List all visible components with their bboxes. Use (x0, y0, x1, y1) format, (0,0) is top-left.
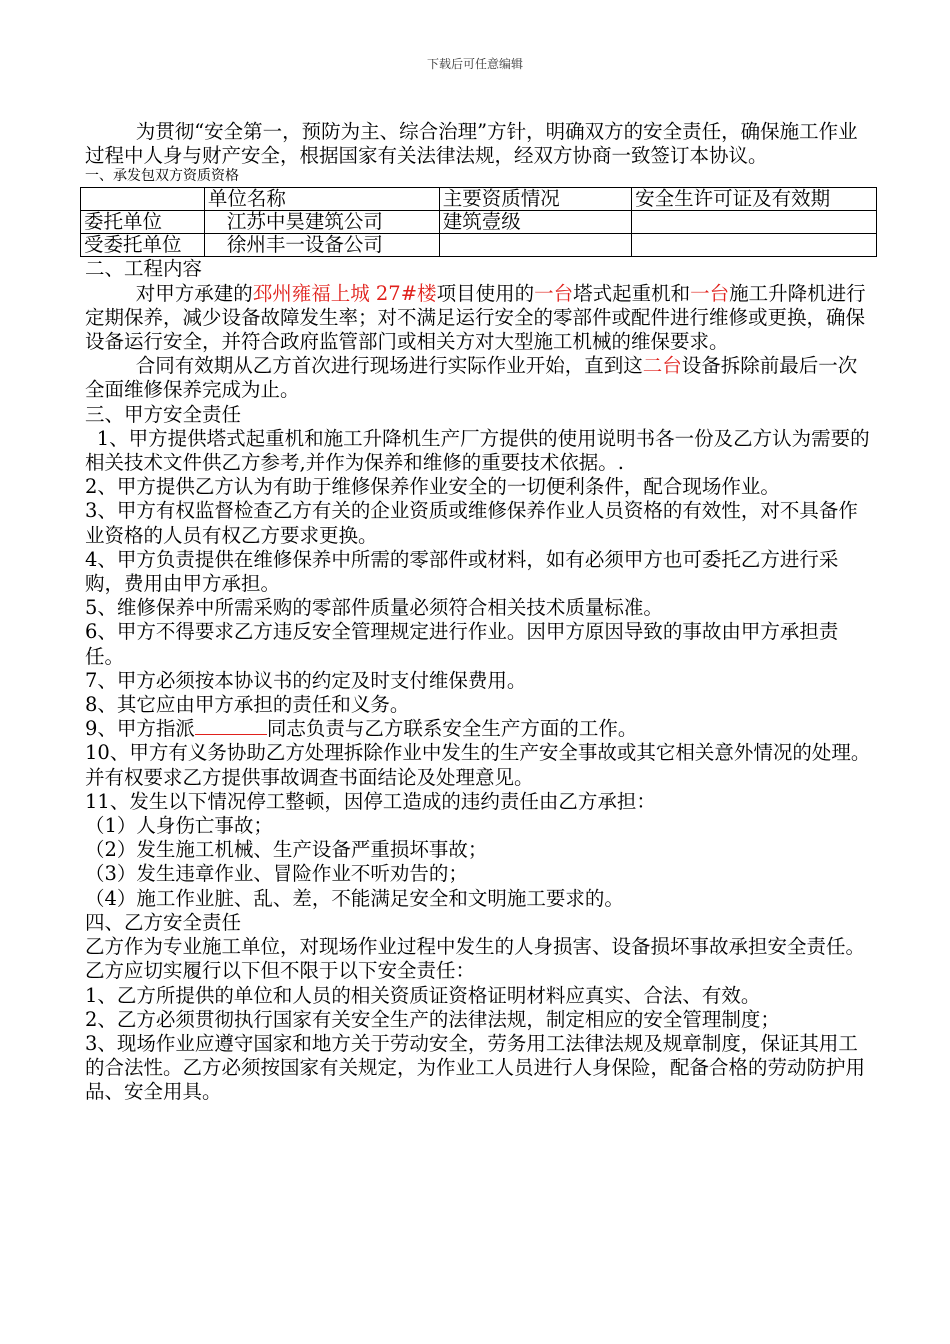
project-name: 邳州雍福上城 27#楼 (252, 281, 437, 305)
text-run: 设备拆除前最后一次全面维修保养完成为止。 (85, 354, 858, 402)
table-cell: 建筑壹级 (439, 211, 631, 234)
text-run: 9、甲方指派 (85, 717, 195, 741)
list-item: 7、甲方必须按本协议书的约定及时支付维保费用。 (85, 668, 527, 692)
list-item: 1、乙方所提供的单位和人员的相关资质证资格证明材料应真实、合法、有效。 (85, 983, 761, 1007)
table-header-cell (81, 188, 205, 211)
table-cell (632, 234, 877, 257)
table-row (81, 211, 877, 234)
list-item: 2、甲方提供乙方认为有助于维修保养作业安全的一切便利条件，配合现场作业。 (85, 475, 780, 499)
list-item: 4、甲方负责提供在维修保养中所需的零部件或材料，如有必须甲方也可委托乙方进行采购，费用由甲方承担。 (85, 547, 839, 596)
sub-list-item: （3）发生违章作业、冒险作业不听劝告的； (85, 862, 468, 886)
list-item: 1、甲方提供塔式起重机和施工升降机生产厂方提供的使用说明书各一份及乙方认为需要的相关技术文件供乙方参考,并作为保养和维修的重要技术依据。. (85, 426, 870, 475)
table-row (81, 234, 877, 257)
text-run: 同志负责与乙方联系安全生产方面的工作。 (266, 717, 638, 741)
list-item: 8、其它应由甲方承担的责任和义务。 (85, 693, 410, 717)
crane-quantity: 一台 (534, 281, 574, 305)
text-run: 施工升降机进行定期保养，减少设备故障发生率；对不满足运行安全的零部件或配件进行维修或更换，确保设备运行安全，并符合政府监管部门或相关方对大型施工机械的维保要求。 (85, 281, 866, 354)
project-scope-paragraph (85, 282, 875, 355)
qualification-table (80, 187, 877, 257)
table-header-cell: 主要资质情况 (439, 188, 631, 211)
list-item (85, 717, 875, 741)
table-cell: 委托单位 (81, 211, 205, 234)
contract-period-paragraph (85, 354, 875, 402)
list-item: 10、甲方有义务协助乙方处理拆除作业中发生的生产安全事故或其它相关意外情况的处理。并有权要求乙方提供事故调查书面结论及处理意见。 (85, 741, 871, 789)
intro-paragraph: 为贯彻“安全第一，预防为主、综合治理”方针，明确双方的安全责任，确保施工作业过程中人身与财产安全，根据国家有关法律法规，经双方协商一致签订本协议。 (85, 120, 858, 168)
section1-heading: 一、承发包双方资质资格 (85, 168, 239, 185)
sub-list-item: （1）人身伤亡事故； (85, 814, 273, 838)
table-cell: 徐州丰一设备公司 (204, 234, 439, 257)
equipment-quantity: 二台 (642, 354, 682, 378)
document-body (85, 120, 875, 1105)
list-item: 11、发生以下情况停工整顿，因停工造成的违约责任由乙方承担： (85, 789, 656, 813)
table-header-cell: 单位名称 (204, 188, 439, 211)
table-cell: 江苏中昊建筑公司 (204, 211, 439, 234)
sub-list-item: （2）发生施工机械、生产设备严重损坏事故； (85, 838, 488, 862)
section3-heading: 三、甲方安全责任 (85, 402, 242, 426)
section4-heading: 四、乙方安全责任 (85, 910, 242, 934)
list-item: 3、甲方有权监督检查乙方有关的企业资质或维修保养作业人员资格的有效性，对不具备作业资格的人员有权乙方要求更换。 (85, 499, 858, 547)
table-cell (632, 211, 877, 234)
text-run: 合同有效期从乙方首次进行现场进行实际作业开始，直到这 (135, 354, 643, 378)
text-run: 对甲方承建的 (135, 281, 253, 305)
text-run: 项目使用的 (436, 281, 535, 305)
table-cell: 受委托单位 (81, 234, 205, 257)
section4-intro: 乙方作为专业施工单位，对现场作业过程中发生的人身损害、设备损坏事故承担安全责任。乙方应切实履行以下但不限于以下安全责任： (85, 935, 866, 983)
table-header-row (81, 188, 877, 211)
list-item: 5、维修保养中所需采购的零部件质量必须符合相关技术质量标准。 (85, 596, 663, 620)
sub-list-item: （4）施工作业脏、乱、差，不能满足安全和文明施工要求的。 (85, 886, 624, 910)
table-cell (439, 234, 631, 257)
text-run: 塔式起重机和 (573, 281, 691, 305)
hoist-quantity: 一台 (690, 281, 730, 305)
list-item: 2、乙方必须贯彻执行国家有关安全生产的法律法规，制定相应的安全管理制度； (85, 1007, 780, 1031)
list-item: 6、甲方不得要求乙方违反安全管理规定进行作业。因甲方原因导致的事故由甲方承担责任。 (85, 620, 839, 668)
list-item: 3、现场作业应遵守国家和地方关于劳动安全，劳务用工法律法规及规章制度，保证其用工的合法性。乙方必须按国家有关规定，为作业工人员进行人身保险，配备合格的劳动防护用品、安全用具。 (85, 1031, 866, 1104)
page-header-note: 下载后可任意编辑 (426, 57, 523, 71)
table-header-cell: 安全生许可证及有效期 (632, 188, 877, 211)
fill-in-blank[interactable] (195, 718, 267, 735)
section2-heading: 二、工程内容 (85, 257, 203, 281)
